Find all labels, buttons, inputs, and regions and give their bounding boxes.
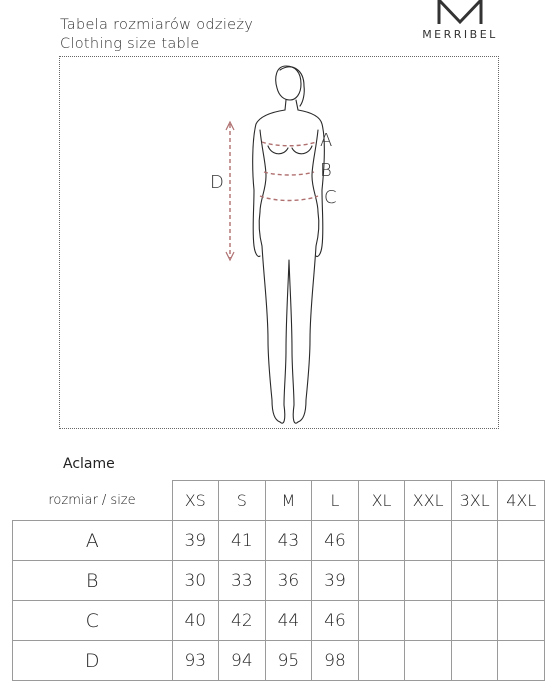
size-header-4xl: 4XL (498, 481, 545, 521)
table-row (13, 561, 545, 601)
table-cell: 42 (219, 601, 266, 641)
table-cell: 36 (265, 561, 312, 601)
table-cell: 93 (172, 641, 219, 681)
figure-label-a: A (320, 130, 333, 151)
table-cell: 43 (265, 521, 312, 561)
table-cell (405, 561, 452, 601)
size-table (12, 480, 545, 681)
size-header-xxl: XXL (405, 481, 452, 521)
row-label-a: A (13, 521, 173, 561)
table-cell: 40 (172, 601, 219, 641)
table-row (13, 641, 545, 681)
table-cell (451, 641, 498, 681)
table-cell: 39 (312, 561, 359, 601)
table-cell: 39 (172, 521, 219, 561)
table-cell (498, 641, 545, 681)
brand-logo (414, 0, 506, 46)
table-cell: 41 (219, 521, 266, 561)
figure-label-b: B (320, 160, 332, 181)
size-header-3xl: 3XL (451, 481, 498, 521)
product-name: Aclame (63, 456, 115, 472)
table-cell (498, 561, 545, 601)
table-cell: 46 (312, 601, 359, 641)
table-cell (498, 521, 545, 561)
table-cell (358, 561, 405, 601)
table-cell (405, 641, 452, 681)
size-header-label: rozmiar / size (13, 481, 173, 521)
size-header-s: S (219, 481, 266, 521)
size-header-xl: XL (358, 481, 405, 521)
title-polish: Tabela rozmiarów odzieży (60, 17, 254, 33)
figure-label-c: C (324, 187, 337, 208)
size-header-xs: XS (172, 481, 219, 521)
table-cell: 94 (219, 641, 266, 681)
table-cell (358, 641, 405, 681)
table-cell: 33 (219, 561, 266, 601)
size-header-l: L (312, 481, 359, 521)
size-header-row (13, 481, 545, 521)
table-cell (405, 601, 452, 641)
table-cell: 46 (312, 521, 359, 561)
page-header (60, 16, 253, 54)
table-cell: 44 (265, 601, 312, 641)
table-cell: 30 (172, 561, 219, 601)
table-cell (451, 561, 498, 601)
table-cell (405, 521, 452, 561)
row-label-c: C (13, 601, 173, 641)
figure-label-d: D (210, 172, 224, 193)
row-label-d: D (13, 641, 173, 681)
table-row (13, 521, 545, 561)
table-cell: 98 (312, 641, 359, 681)
table-cell: 95 (265, 641, 312, 681)
table-cell (498, 601, 545, 641)
body-measurement-figure (200, 60, 360, 430)
table-cell (358, 601, 405, 641)
title-english: Clothing size table (60, 36, 200, 52)
table-cell (451, 521, 498, 561)
table-row (13, 601, 545, 641)
table-cell (358, 521, 405, 561)
brand-name: MERRIBEL (422, 28, 498, 41)
logo-m-icon (436, 0, 484, 26)
table-cell (451, 601, 498, 641)
size-header-m: M (265, 481, 312, 521)
row-label-b: B (13, 561, 173, 601)
